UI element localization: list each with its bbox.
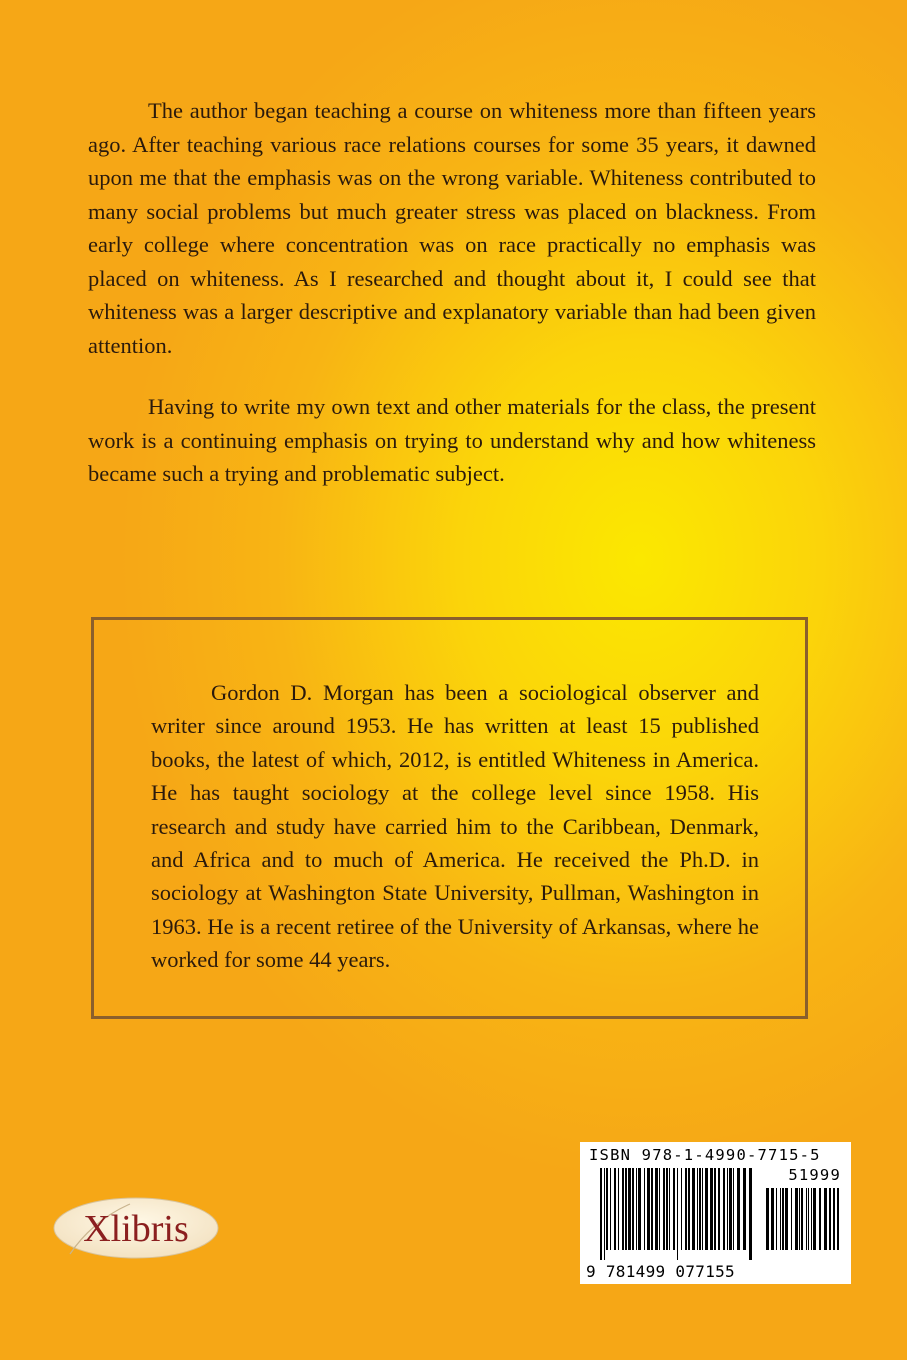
blurb bbox=[88, 94, 816, 519]
ean-barcode-bars bbox=[600, 1168, 756, 1260]
barcode-bar bbox=[677, 1168, 678, 1260]
barcode-bar bbox=[638, 1168, 641, 1250]
barcode-bar bbox=[824, 1188, 827, 1250]
barcode-bar bbox=[604, 1168, 605, 1260]
barcode-bar bbox=[692, 1168, 695, 1250]
barcode-bar bbox=[776, 1188, 777, 1250]
barcode-bar bbox=[729, 1168, 732, 1250]
barcode-bar bbox=[727, 1168, 728, 1250]
barcode-bar bbox=[610, 1168, 611, 1250]
barcode-bar bbox=[632, 1168, 634, 1250]
ean-number: 9 781499 077155 bbox=[586, 1262, 735, 1281]
price-barcode-bars bbox=[766, 1188, 841, 1260]
barcode-bar bbox=[785, 1188, 788, 1250]
barcode-bar bbox=[673, 1168, 675, 1250]
barcode-bar bbox=[799, 1188, 800, 1250]
barcode-bar bbox=[699, 1168, 701, 1250]
barcode-bar bbox=[780, 1188, 781, 1250]
barcode-bar bbox=[743, 1168, 746, 1250]
author-bio-box bbox=[91, 617, 808, 1019]
price-code: 51999 bbox=[788, 1166, 841, 1184]
barcode-bar bbox=[628, 1168, 631, 1250]
blurb-paragraph-2: Having to write my own text and other materials for the class, the present work is a continuing emphasis on trying to understand why and how whiteness became such a trying and problematic subject. bbox=[88, 394, 816, 486]
barcode-bar bbox=[795, 1188, 798, 1250]
barcode-bar bbox=[811, 1188, 812, 1250]
barcode-bar bbox=[791, 1188, 792, 1250]
barcode-bar bbox=[833, 1188, 835, 1250]
barcode-bar bbox=[618, 1168, 619, 1250]
blurb-paragraph-1: The author began teaching a course on whiteness more than fifteen years ago. After teaching various race relations courses for some 35 years, it dawned upon me that the emphasis was on the wrong variable. Whiteness contributed to many social problems but much greater stress was placed on blackness. From early college where concentration was on race practically no emphasis was placed on whiteness. As I researched and thought about it, I could see that whiteness was a larger descriptive and explanatory variable than had been given attention. bbox=[88, 98, 816, 358]
barcode-bar bbox=[606, 1168, 608, 1250]
barcode-bar bbox=[681, 1168, 682, 1250]
barcode-bar bbox=[718, 1168, 720, 1250]
barcode-bar bbox=[688, 1168, 690, 1250]
barcode-bar bbox=[625, 1168, 627, 1250]
barcode-bar bbox=[655, 1168, 658, 1250]
barcode-bar bbox=[636, 1168, 637, 1250]
barcode-bar bbox=[782, 1188, 784, 1250]
barcode-bar bbox=[714, 1168, 716, 1250]
barcode-bar bbox=[663, 1168, 665, 1250]
barcode-bar bbox=[771, 1188, 774, 1250]
barcode-bar bbox=[685, 1168, 687, 1250]
barcode-bar bbox=[622, 1168, 624, 1250]
barcode-bar bbox=[766, 1188, 769, 1250]
barcode-bar bbox=[669, 1168, 670, 1250]
barcode-bar bbox=[644, 1168, 645, 1250]
barcode-bar bbox=[723, 1168, 725, 1250]
publisher-name: Xlibris bbox=[83, 1208, 189, 1250]
barcode-bar bbox=[829, 1188, 831, 1250]
barcode-bar bbox=[647, 1168, 650, 1250]
barcode-bar bbox=[600, 1168, 602, 1260]
barcode-bar bbox=[737, 1168, 740, 1250]
barcode-bar bbox=[614, 1168, 616, 1250]
barcode-bar bbox=[705, 1168, 708, 1250]
barcode-bar bbox=[801, 1188, 803, 1250]
publisher-logo bbox=[52, 1196, 220, 1262]
isbn-label: ISBN 978-1-4990-7715-5 bbox=[589, 1146, 821, 1164]
isbn-barcode bbox=[580, 1142, 851, 1284]
barcode-bar bbox=[749, 1168, 752, 1260]
barcode-bar bbox=[808, 1188, 809, 1250]
barcode-bar bbox=[702, 1168, 703, 1250]
xlibris-logo-icon bbox=[52, 1196, 220, 1262]
barcode-bar bbox=[651, 1168, 653, 1250]
barcode-bar bbox=[837, 1188, 839, 1250]
barcode-bar bbox=[697, 1168, 698, 1250]
barcode-bar bbox=[666, 1168, 668, 1250]
barcode-bar bbox=[806, 1188, 807, 1250]
barcode-bar bbox=[733, 1168, 734, 1250]
barcode-bar bbox=[813, 1188, 816, 1250]
barcode-bar bbox=[819, 1188, 821, 1250]
barcode-bar bbox=[710, 1168, 713, 1250]
author-bio-text: Gordon D. Morgan has been a sociological observer and writer since around 1953. He has written at least 15 published books, the latest of which, 2012, is entitled Whiteness in America. He has taught sociology at the college level since 1958. His research and study have carried him to the Caribbean, Denmark, and Africa and to much of America. He received the Ph.D. in sociology at Washington State University, Pullman, Washington in 1963. He is a recent retiree of the University of Arkansas, where he worked for some 44 years. bbox=[151, 680, 759, 973]
barcode-bar bbox=[659, 1168, 660, 1250]
